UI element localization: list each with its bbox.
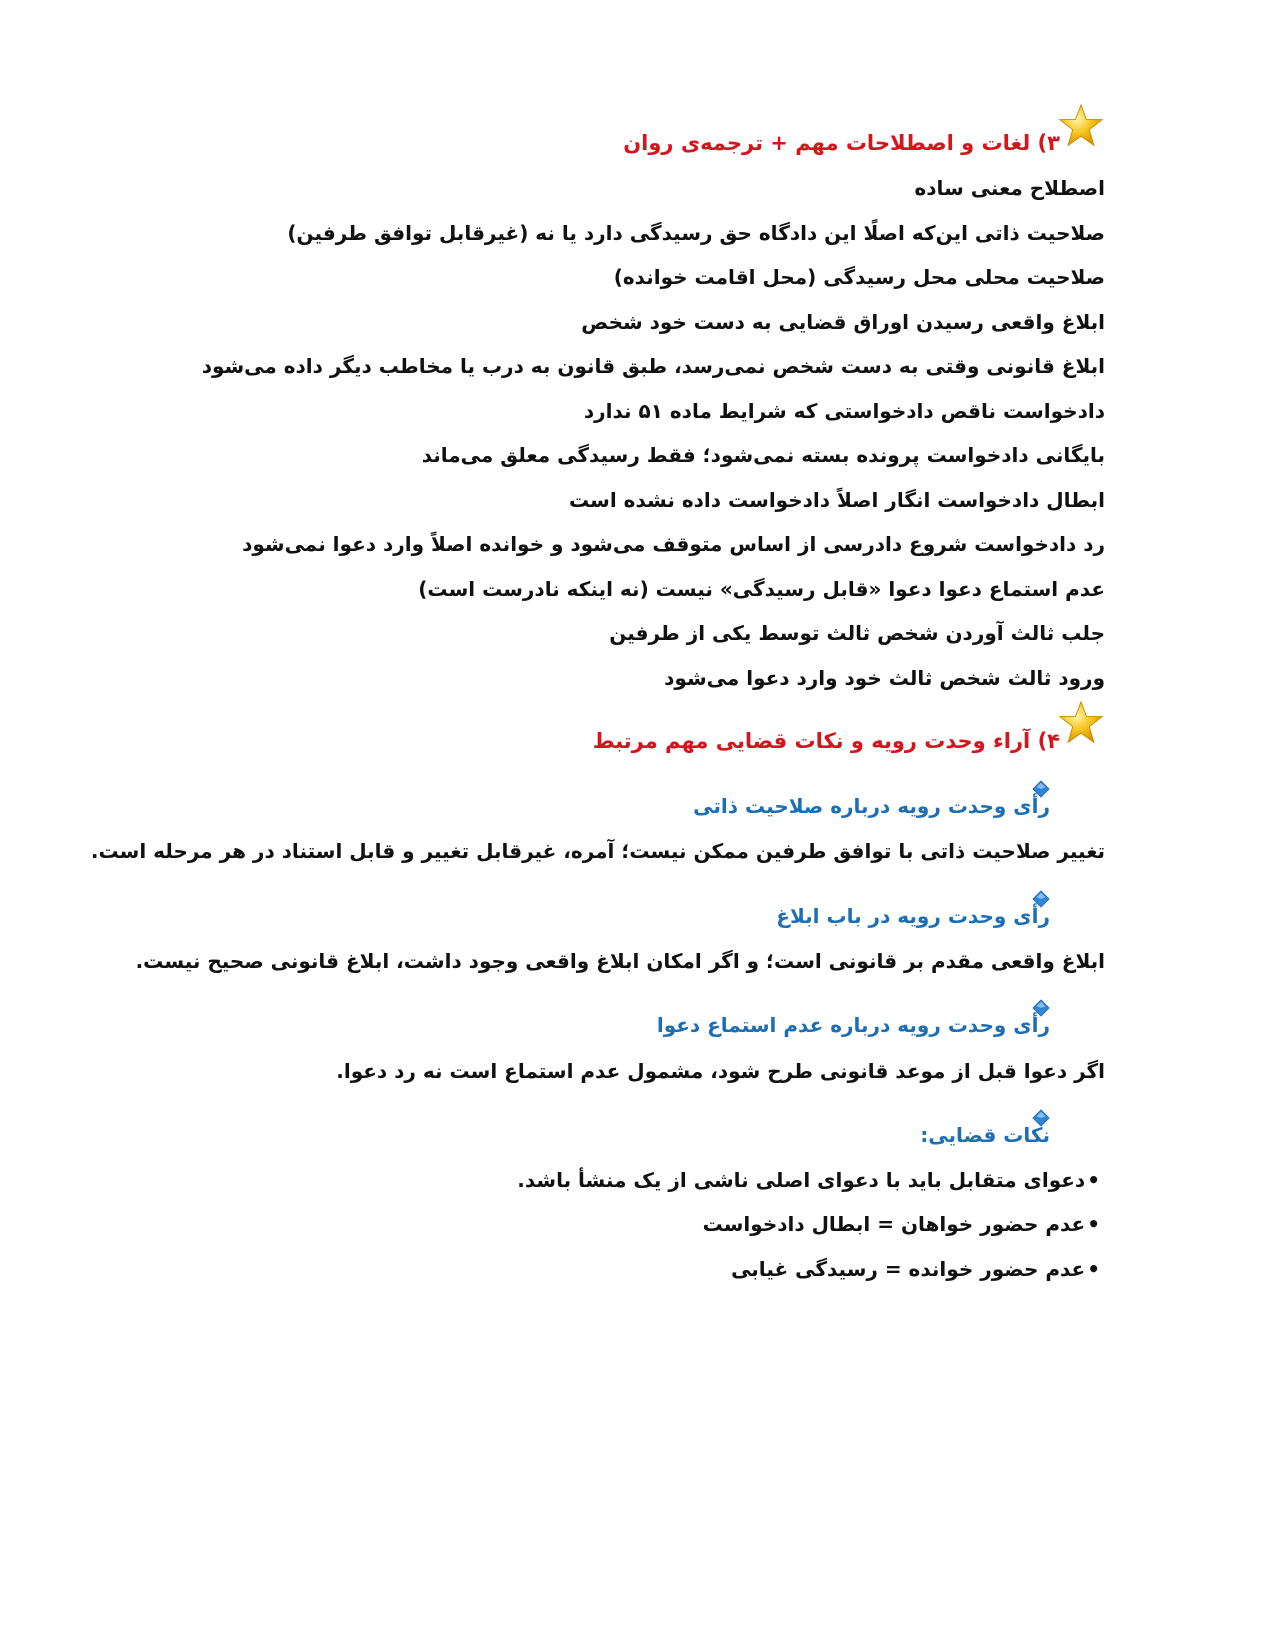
ruling-text: ابلاغ واقعی مقدم بر قانونی است؛ و اگر امکان ابلاغ واقعی وجود داشت، ابلاغ قانونی صحیح نیست. [135,949,1105,973]
term-row: صلاحیت ذاتی این‌که اصلًا این دادگاه حق رسیدگی دارد یا نه (غیرقابل توافق طرفین) [287,221,1105,245]
term-row: عدم استماع دعوا دعوا «قابل رسیدگی» نیست (نه اینکه نادرست است) [418,577,1105,601]
ruling-title: رأی وحدت رویه در باب ابلاغ [776,904,1050,928]
section-3-heading: ۳) لغات و اصطلاحات مهم + ترجمه‌ی روان [623,131,1060,155]
note-text: دعوای متقابل باید با دعوای اصلی ناشی از یک منشأ باشد. [517,1168,1086,1192]
note-text: عدم حضور خوانده = رسیدگی غیابی [731,1257,1086,1281]
star-icon [1058,103,1104,149]
bullet-mark: • [1087,1257,1100,1281]
term-row: ابلاغ واقعی رسیدن اوراق قضایی به دست خود شخص [581,310,1105,334]
terms-table-header: اصطلاح معنی ساده [914,176,1105,200]
star-icon [1058,700,1104,746]
note-text: عدم حضور خواهان = ابطال دادخواست [702,1212,1086,1236]
bullet-mark: • [1087,1168,1100,1192]
section-4-heading: ۴) آراء وحدت رویه و نکات قضایی مهم مرتبط [592,729,1060,753]
term-row: رد دادخواست شروع دادرسی از اساس متوقف می‌شود و خوانده اصلاً وارد دعوا نمی‌شود [242,532,1105,556]
ruling-text: اگر دعوا قبل از موعد قانونی طرح شود، مشمول عدم استماع است نه رد دعوا. [336,1059,1105,1083]
note-item [703,1210,1100,1238]
note-item [517,1166,1100,1194]
bullet-mark: • [1087,1212,1100,1236]
term-row: بایگانی دادخواست پرونده بسته نمی‌شود؛ فقط رسیدگی معلق می‌ماند [421,443,1105,467]
term-row: جلب ثالث آوردن شخص ثالث توسط یکی از طرفین [609,621,1105,645]
term-row: ابطال دادخواست انگار اصلاً دادخواست داده نشده است [568,488,1105,512]
ruling-text: تغییر صلاحیت ذاتی با توافق طرفین ممکن نیست؛ آمره، غیرقابل تغییر و قابل استناد در هر مرحله است. [90,839,1105,863]
term-row: ورود ثالث شخص ثالث خود وارد دعوا می‌شود [664,666,1105,690]
ruling-title: رأی وحدت رویه درباره عدم استماع دعوا [656,1013,1050,1037]
term-row: دادخواست ناقص دادخواستی که شرایط ماده ۵۱ ندارد [583,399,1105,423]
note-item [731,1255,1100,1283]
term-row: صلاحیت محلی محل رسیدگی (محل اقامت خوانده) [613,265,1105,289]
ruling-title: رأی وحدت رویه درباره صلاحیت ذاتی [693,794,1050,818]
notes-title: نکات قضایی: [920,1123,1050,1147]
term-row: ابلاغ قانونی وقتی به دست شخص نمی‌رسد، طبق قانون به درب یا مخاطب دیگر داده می‌شود [201,354,1105,378]
